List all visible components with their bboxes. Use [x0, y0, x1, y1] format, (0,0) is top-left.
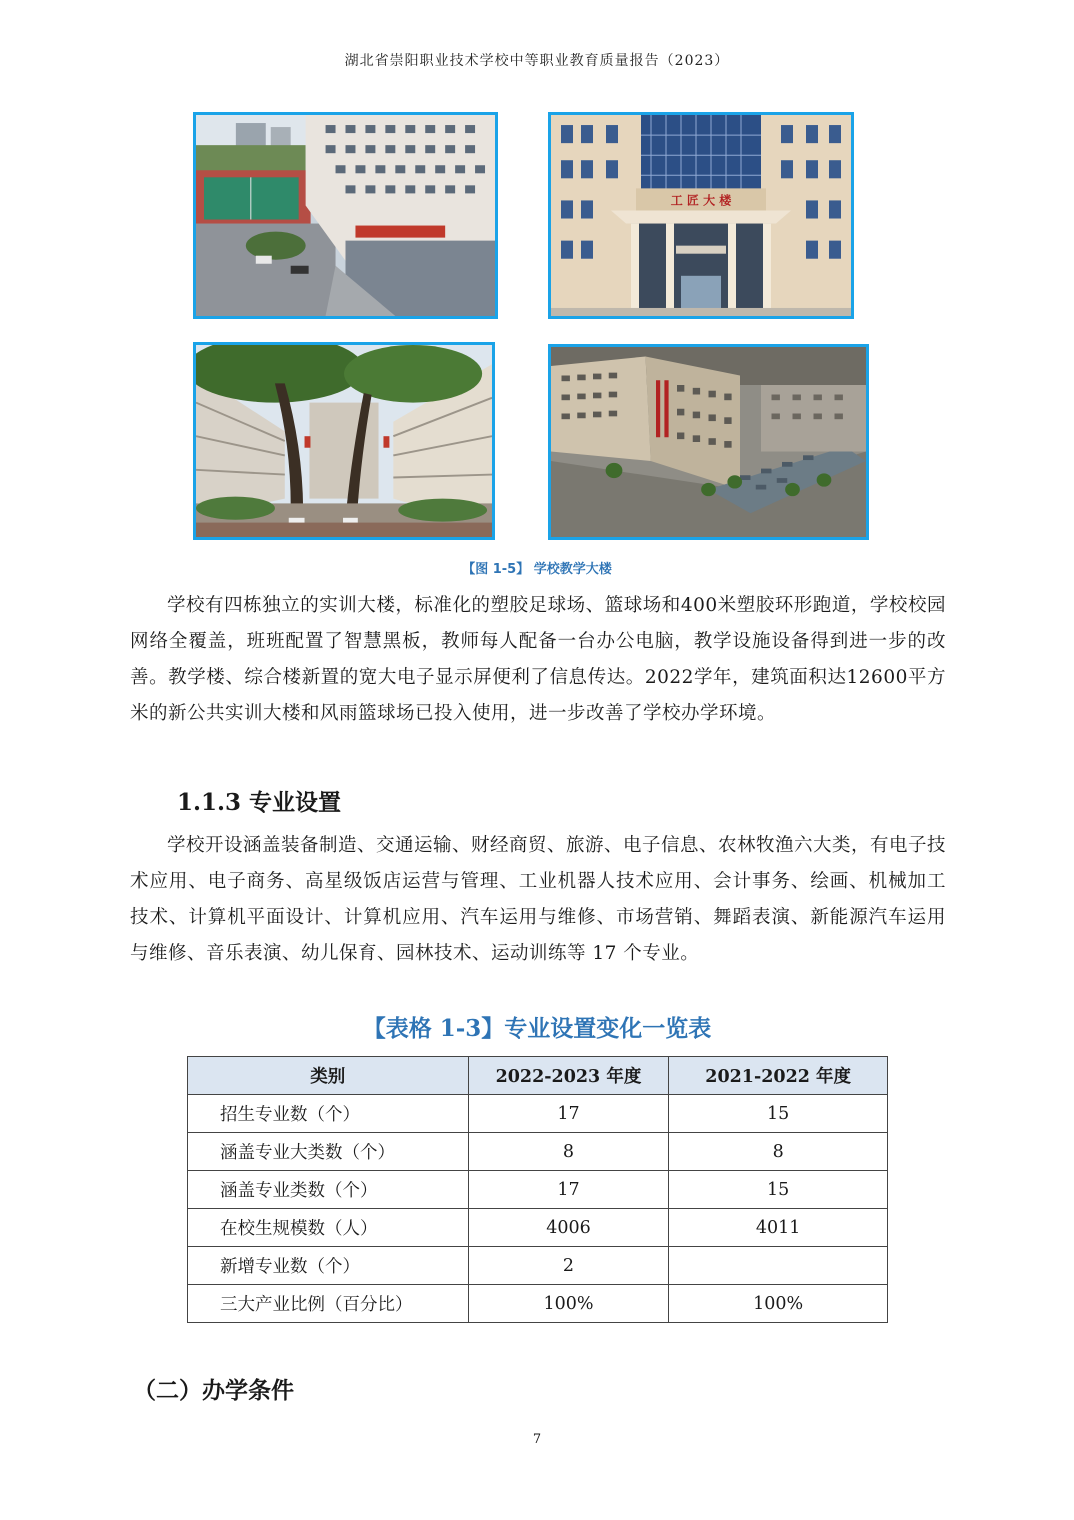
table-row	[188, 1285, 888, 1323]
table-cell: 涵盖专业大类数（个）	[188, 1133, 469, 1171]
body-paragraph-facilities: 学校有四栋独立的实训大楼，标准化的塑胶足球场、篮球场和400米塑胶环形跑道，学校校园网络全覆盖，班班配置了智慧黑板，教师每人配备一台办公电脑，教学设施设备得到进一步的改善。教学楼、综合楼新置的宽大电子显示屏便利了信息传达。2022学年，建筑面积达12600平方米的新公共实训大楼和风雨篮球场已投入使用，进一步改善了学校办学环境。	[130, 595, 946, 724]
page-header: 湖北省崇阳职业技术学校中等职业教育质量报告（2023）	[344, 53, 730, 69]
page-number: 7	[532, 1432, 542, 1447]
table-row	[188, 1133, 888, 1171]
table-cell: 100%	[468, 1285, 669, 1323]
table-header-cell: 2021-2022 年度	[669, 1057, 888, 1095]
table-header-row	[188, 1057, 888, 1095]
table-header-cell: 类别	[188, 1057, 469, 1095]
table-cell: 15	[669, 1095, 888, 1133]
table-cell: 2	[468, 1247, 669, 1285]
table-row	[188, 1209, 888, 1247]
table-cell: 涵盖专业类数（个）	[188, 1171, 469, 1209]
table-cell: 15	[669, 1171, 888, 1209]
campus-aerial-basketball-court-photo	[193, 112, 498, 319]
table-row	[188, 1247, 888, 1285]
table-cell: 三大产业比例（百分比）	[188, 1285, 469, 1323]
table-cell: 100%	[669, 1285, 888, 1323]
table-cell: 4011	[669, 1209, 888, 1247]
table-cell: 在校生规模数（人）	[188, 1209, 469, 1247]
table-title: 【表格 1-3】专业设置变化一览表	[362, 1015, 712, 1042]
table-row	[188, 1171, 888, 1209]
table-row	[188, 1095, 888, 1133]
table-cell: 17	[468, 1171, 669, 1209]
table-cell: 招生专业数（个）	[188, 1095, 469, 1133]
body-paragraph-majors: 学校开设涵盖装备制造、交通运输、财经商贸、旅游、电子信息、农林牧渔六大类，有电子技术应用、电子商务、高星级饭店运营与管理、工业机器人技术应用、会计事务、绘画、机械加工技术、计算机平面设计、计算机应用、汽车运用与维修、市场营销、舞蹈表演、新能源汽车运用与维修、音乐表演、幼儿保育、园林技术、运动训练等 17 个专业。	[130, 835, 947, 964]
table-cell: 8	[468, 1133, 669, 1171]
courtyard-trees-photo	[193, 342, 495, 540]
majors-table	[187, 1056, 888, 1323]
building-entrance-photo	[548, 112, 854, 319]
table-cell: 8	[669, 1133, 888, 1171]
table-header-cell: 2022-2023 年度	[468, 1057, 669, 1095]
table-cell: 新增专业数（个）	[188, 1247, 469, 1285]
section-heading: 1.1.3 专业设置	[177, 789, 342, 816]
table-cell	[669, 1247, 888, 1285]
figure-caption: 【图 1-5】 学校教学大楼	[462, 562, 612, 577]
table-cell: 4006	[468, 1209, 669, 1247]
building-sign-text: 工 匠 大 楼	[670, 193, 732, 208]
table-cell: 17	[468, 1095, 669, 1133]
sub-heading: （二）办学条件	[133, 1377, 294, 1404]
aerial-building-parking-photo	[548, 344, 869, 540]
